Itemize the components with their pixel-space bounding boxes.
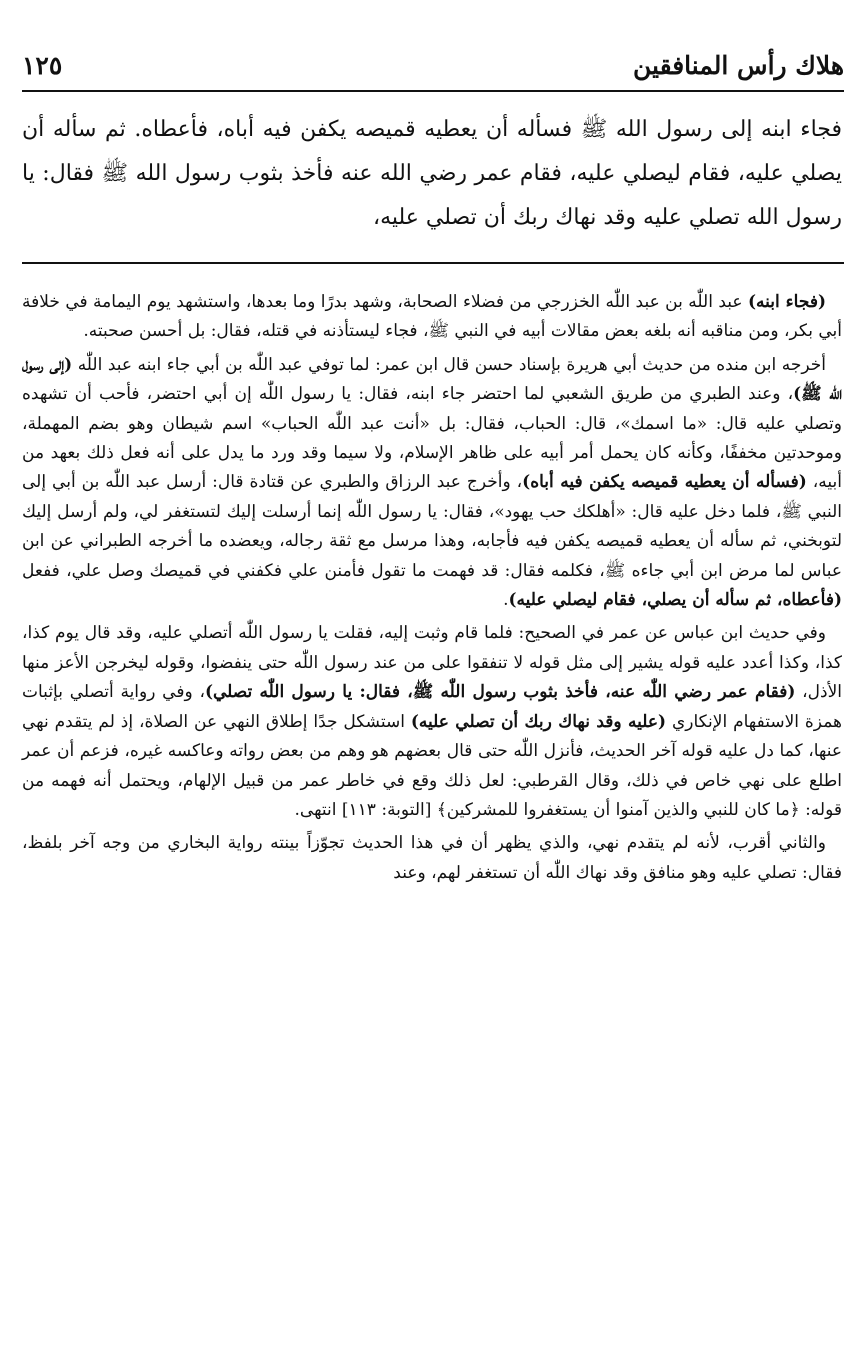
main-text [22,108,842,240]
header-rule [22,90,844,92]
footnote-separator [22,262,844,264]
commentary-paragraph-2 [22,351,842,616]
commentary-paragraph-4 [22,829,842,888]
commentary-paragraph-1 [22,288,842,347]
commentary-paragraph-3 [22,619,842,825]
commentary-text: ، وفي رواية أتصلي بإثبات همزة الاستفهام الإنكاري [22,682,842,732]
quoted-phrase: (فسأله أن يعطيه قميصه يكفن فيه أباه) [522,472,807,493]
quoted-phrase: (فأعطاه، ثم سأله أن يصلي، فقام ليصلي عليه) [508,590,842,611]
commentary-text: . [503,590,509,611]
page-header [22,40,844,90]
quoted-phrase: (إلى رسول اللّٰه ﷺ) [22,354,842,405]
commentary [22,288,842,892]
commentary-text: وفي حديث ابن عباس عن عمر في الصحيح: فلما قام وثبت إليه، فقلت يا رسول اللّٰه أتصلي عليه، وقد قال يوم كذا، كذا، وكذا أعدد عليه قوله يشير إلى مثل قوله لا تنفقوا على من عند رسول اللّٰه حتى ينفضوا، وقوله ليخرجن الأعز منها الأذل، [22,623,843,703]
commentary-text: والثاني أقرب، لأنه لم يتقدم نهي، والذي يظهر أن في هذا الحديث تجوّزاً بينته رواية البخاري من وجه آخر بلفظ، فقال: تصلي عليه وهو منافق وقد نهاك اللّٰه أن تستغفر لهم، وعند [22,833,842,883]
main-text-paragraph: فجاء ابنه إلى رسول الله ﷺ فسأله أن يعطيه قميصه يكفن فيه أباه، فأعطاه. ثم سأله أن يصلي عليه، فقام ليصلي عليه، فقام عمر رضي الله عنه فأخذ بثوب رسول الله ﷺ فقال: يا رسول الله تصلي عليه وقد نهاك ربك أن تصلي عليه، [22,117,842,230]
commentary-text: ، وعند الطبري من طريق الشعبي لما احتضر جاء ابنه، فقال: يا رسول اللّٰه إن أبي احتضر، فأحب أن تشهده وتصلي عليه قال: «ما اسمك»، قال: الحباب، فقال: بل «أنت عبد اللّٰه الحباب» اسم شيطان وهو بضم المهملة، وموحدتين مخففًا، وكأنه كان يحمل أمر أبيه على ظاهر الإسلام، ولا سيما وقد ورد ما يدل على أنه فعل ذلك بعهد من أبيه، [22,384,842,493]
commentary-text: ، وأخرج عبد الرزاق والطبري عن قتادة قال: أرسل عبد اللّٰه بن أبي إلى النبي ﷺ، فلما دخل عليه قال: «أهلكك حب يهود»، فقال: يا رسول اللّٰه إنما أرسلت إليك لتستغفر لي، ولم أرسل إليك لتوبخني، ثم سأله أن يعطيه قميصه يكفن فيه فأجابه، وهذا مرسل مع ثقة رجاله، ويعضده ما أخرجه الطبراني عن ابن عباس لما مرض ابن أبي جاءه ﷺ، فكلمه فقال: قد فهمت ما تقول فأمنن علي فكفني في قميصك وصل علي، ففعل [22,472,842,581]
page-number: ١٢٥ [22,50,63,80]
commentary-text: استشكل جدًا إطلاق النهي عن الصلاة، إذ لم يتقدم نهي عنها، كما دل عليه قوله آخر الحديث، فأنزل اللّٰه حتى قال بعضهم هو وهم من بعض رواته وعاكسه غيره، فزعم أن عمر اطلع على نهي خاص في ذلك، وقال القرطبي: لعل ذلك وقع في خاطر عمر من قبيل الإلهام، ويحتمل أنه فهمه من قوله: ﴿ما كان للنبي والذين آمنوا أن يستغفروا للمشركين﴾ [التوبة: ١١٣] انتهى. [22,711,842,820]
commentary-text: أخرجه ابن منده من حديث أبي هريرة بإسناد حسن قال ابن عمر: لما توفي عبد اللّٰه بن أبي جاء ابنه عبد اللّٰه [72,354,826,375]
quoted-phrase: (فقام عمر رضي اللّٰه عنه، فأخذ بثوب رسول اللّٰه ﷺ، فقال: يا رسول اللّٰه تصلي) [204,682,796,703]
running-title: هلاك رأس المنافقين [633,50,844,80]
quoted-phrase: (عليه وقد نهاك ربك أن تصلي عليه) [410,711,667,732]
commentary-text: عبد اللّٰه بن عبد اللّٰه الخزرجي من فضلاء الصحابة، وشهد بدرًا وما بعدها، واستشهد يوم اليمامة في خلافة أبي بكر، ومن مناقبه أنه بلغه بعض مقالات أبيه في النبي ﷺ، فجاء ليستأذنه في قتله، فقال: بل أحسن صحبته. [22,292,842,342]
quoted-phrase: (فجاء ابنه) [747,292,826,312]
